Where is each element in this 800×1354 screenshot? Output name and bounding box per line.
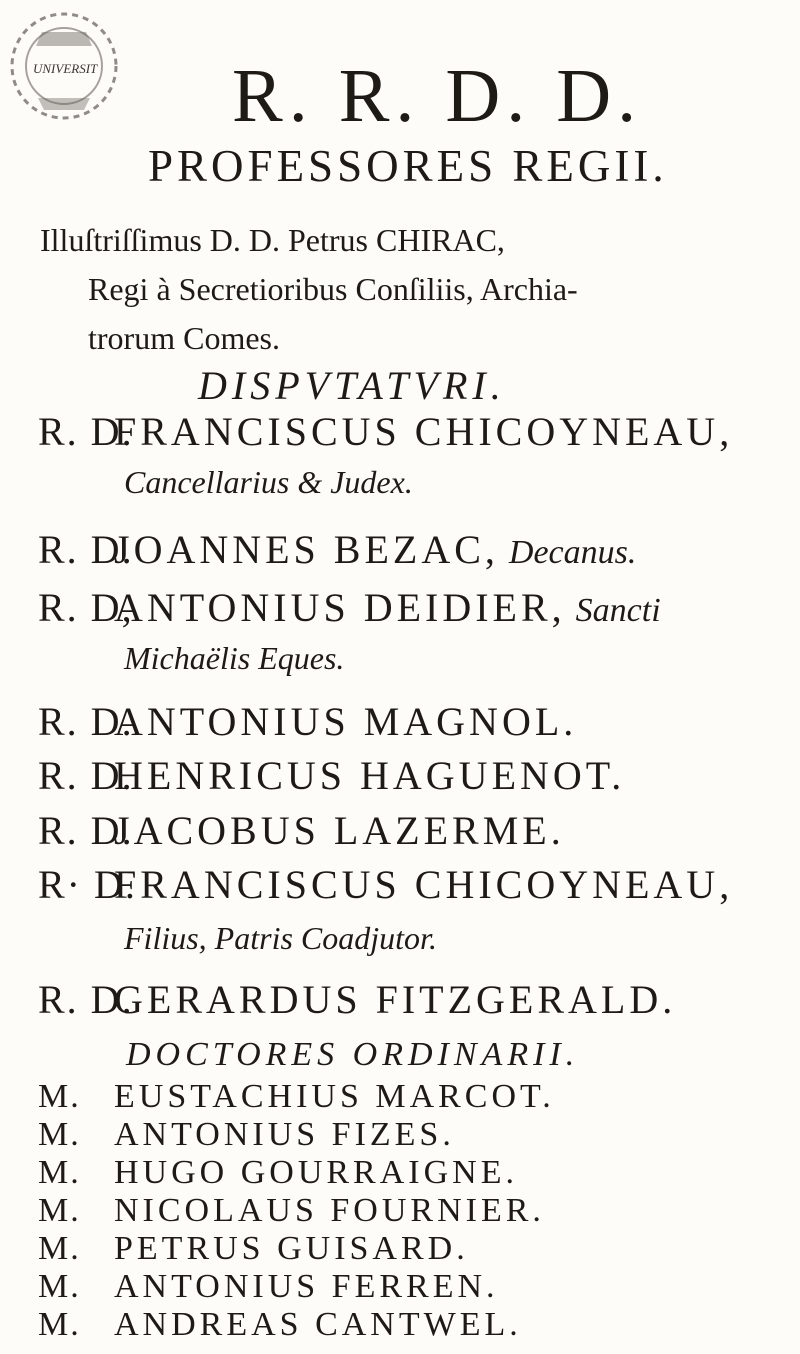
list-item: R. D,ANTONIUS DEIDIER, Sancti <box>38 585 661 630</box>
list-item: R. D.GERARDUS FITZGERALD. <box>38 977 677 1022</box>
list-item: M. ANTONIUS FIZES. <box>38 1116 455 1153</box>
stamp-label: UNIVERSIT <box>33 61 98 76</box>
list-item: R. D.FRANCISCUS CHICOYNEAU, <box>38 409 734 454</box>
list-item: R· D.FRANCISCUS CHICOYNEAU, <box>38 862 734 907</box>
list-item: M. HUGO GOURRAIGNE. <box>38 1154 518 1191</box>
role-line: Filius, Patris Coadjutor. <box>124 920 437 956</box>
list-item: R. D.HENRICUS HAGUENOT. <box>38 753 626 798</box>
intro-paragraph <box>40 216 780 363</box>
list-item: R. D.JOANNES BEZAC, Decanus. <box>38 527 637 572</box>
role-line: Cancellarius & Judex. <box>124 464 413 500</box>
intro-line-3: trorum Comes. <box>88 320 280 356</box>
role-line: Michaëlis Eques. <box>124 640 345 676</box>
list-item: M. ANDREAS CANTWEL. <box>38 1306 522 1343</box>
intro-line-2: Regi à Secretioribus Conſiliis, Archia- <box>88 271 578 307</box>
section-heading-doctores: DOCTORES ORDINARII. <box>126 1036 580 1073</box>
list-item: M. EUSTACHIUS MARCOT. <box>38 1078 555 1115</box>
intro-line-1: Illuſtriſſimus D. D. Petrus CHIRAC, <box>40 222 505 258</box>
section-heading-disputaturi: DISPVTATVRI. <box>198 363 506 408</box>
list-item: M. PETRUS GUISARD. <box>38 1230 469 1267</box>
list-item: R. D.JACOBUS LAZERME. <box>38 808 565 853</box>
list-item: R. D.ANTONIUS MAGNOL. <box>38 699 578 744</box>
list-item: M. NICOLAUS FOURNIER. <box>38 1192 545 1229</box>
library-stamp-icon <box>2 2 130 130</box>
list-item: M. ANTONIUS FERREN. <box>38 1268 499 1305</box>
page-title: R. R. D. D. <box>232 54 643 138</box>
page-subtitle: PROFESSORES REGII. <box>148 141 668 191</box>
